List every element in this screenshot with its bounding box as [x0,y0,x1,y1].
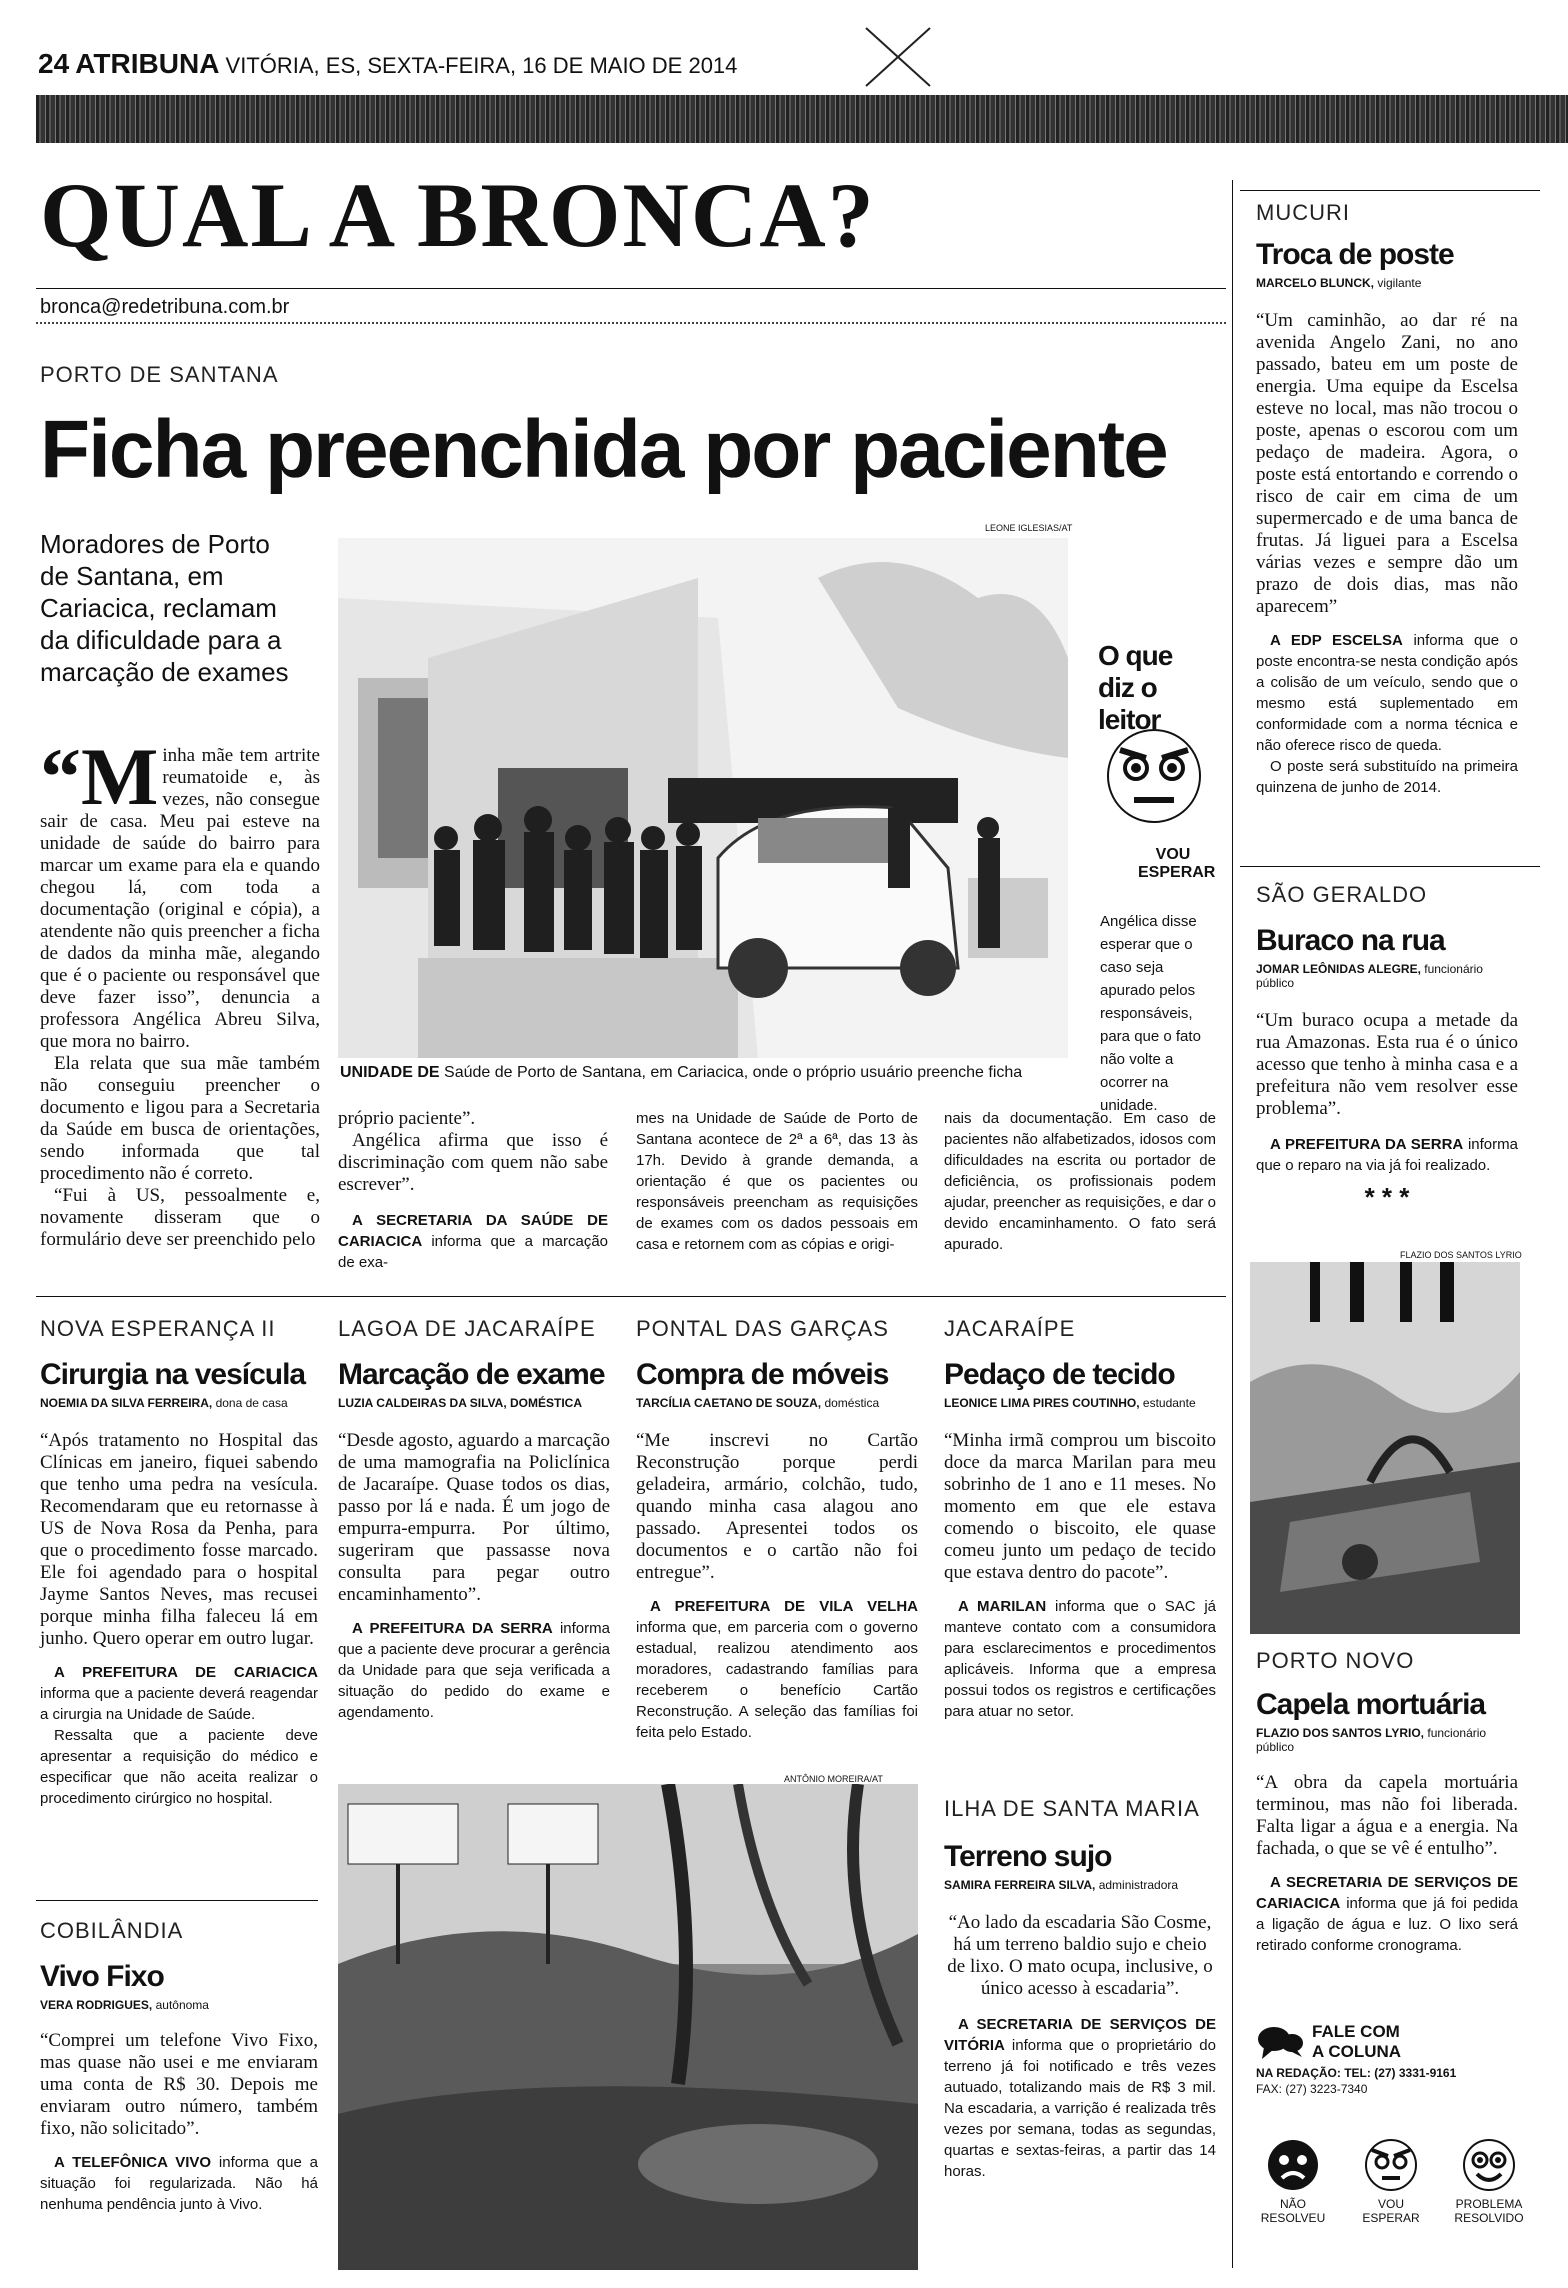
response-text: informa que o reparo na via já foi realizado. [1256,1136,1518,1174]
status-legend [1250,2138,1532,2225]
byline [1256,276,1518,290]
main-col-2 [338,1108,608,1273]
dateline: VITÓRIA, ES, SEXTA-FEIRA, 16 DE MAIO DE 2014 [225,53,738,78]
drop-cap-letter: M [81,731,159,822]
response-source: A MARILAN [958,1598,1047,1615]
byline-role: administradora [1098,1878,1179,1892]
story-text: “Me inscrevi no Cartão Reconstrução porque perdi geladeira, armário, colchão, tudo, quando minha casa alagou ano passado. Apresentei todos os documentos e o cartão não foi entregue”. [636,1430,918,1583]
response-source: A TELEFÔNICA VIVO [54,2154,212,2171]
response-source: A SECRETARIA DA SAÚDE DE CARIACICA [338,1212,608,1250]
story-jacaraipe [944,1316,1216,1722]
caption-text: Saúde de Porto de Santana, em Cariacica, onde o próprio usuário preenche ficha [444,1064,1023,1081]
story-headline: Terreno sujo [944,1840,1112,1873]
section-label: MUCURI [1256,200,1350,225]
header-banner [36,95,1568,143]
legend-label: NÃO RESOLVEU [1260,2197,1326,2225]
byline-name: SAMIRA FERREIRA SILVA, [944,1878,1096,1892]
section-label: NOVA ESPERANÇA II [40,1316,276,1341]
story-headline: Cirurgia na vesícula [40,1358,306,1391]
response [338,1618,610,1723]
byline [944,1396,1216,1410]
byline-role: dona de casa [215,1396,288,1410]
photo-credit: LEONE IGLESIAS/AT [985,523,1073,533]
lead-text: inha mãe tem artrite reumatoide e, às vezes, não consegue sair de casa. Meu pai esteve na unidade de saúde do bairro para marcar um exame para ela e quando chegou lá, com toda a documentação (original e cópia), a atendente não quis preencher a ficha de dados da minha mãe, alegando que é o paciente ou responsável que deve fazer isso”, denuncia a professora Angélica Abreu Silva, que mora no bairro. [40,745,320,1052]
section-label: ILHA DE SANTA MARIA [944,1796,1200,1821]
response: O poste será substituído na primeira quinzena de junho de 2014. [1256,758,1518,796]
response [1256,1134,1518,1176]
response-text: informa que o poste encontra-se nesta condição após a colisão de um veículo, sendo que o mesmo está suplementado em conformidade com a norma técnica e não oferece risco de queda. [1256,632,1518,754]
story-text: “Minha irmã comprou um biscoito doce da marca Marilan para meu sobrinho de 1 ano e 11 meses. No momento em que ele estava comendo o biscoito, ele quase comeu junto um pedaço de tecido que estava dentro do pacote”. [944,1430,1216,1583]
paper-name: ATRIBUNA [75,48,220,79]
rule [36,1900,318,1901]
response [40,2152,318,2215]
section-label: PONTAL DAS GARÇAS [636,1316,889,1341]
contact-fax[interactable]: FAX: (27) 3223-7340 [1256,2082,1368,2096]
rule [36,1296,1226,1297]
response-source: A SECRETARIA DE SERVIÇOS DE VITÓRIA [944,2016,1216,2054]
byline [1256,1726,1518,1754]
byline-name: JOMAR LEÔNIDAS ALEGRE, [1256,962,1421,976]
contact-title-line: A COLUNA [1312,2042,1402,2061]
story-headline: Buraco na rua [1256,924,1445,957]
response [944,2014,1216,2182]
reader-note: Angélica disse esperar que o caso seja apurado pelos responsáveis, para que o fato não volte a ocorrer na unidade. [1100,913,1201,1114]
byline [40,1396,318,1410]
response-text: informa que a paciente deverá reagendar a cirurgia na Unidade de Saúde. [40,1685,318,1723]
story-porto-novo [1256,1648,1518,1956]
story-headline: Pedaço de tecido [944,1358,1175,1391]
paragraph: próprio paciente”. [338,1108,476,1129]
main-photo [338,538,1068,1058]
response-text: informa que, em parceria com o governo estadual, realizou atendimento aos moradores, cadastrando famílias para receberem o benefício Cartão Reconstrução. A seleção das famílias foi feita pelo Estado. [636,1619,918,1741]
byline [944,1878,1216,1892]
byline-name: NOEMIA DA SILVA FERREIRA, [40,1396,213,1410]
story-text: “Ao lado da escadaria São Cosme, há um terreno baldio sujo e cheio de lixo. O mato ocupa, inclusive, o único acesso à escadaria”. [947,1912,1213,1999]
separator-stars: * * * [1364,1182,1410,1212]
story-text: “Um caminhão, ao dar ré na avenida Angelo Zani, no ano passado, bateu em um poste de energia. Uma equipe da Escelsa esteve no local, mas não trocou o poste, apenas o escorou com um pedaço de madeira. Agora, o poste está entortando e correndo o risco de cair em cima de um supermercado e de uma banca de frutas. Já liguei para a Escelsa várias vezes e sempre dão um prazo de dois dias, mas não aparecem” [1256,310,1518,617]
byline-role: DOMÉSTICA [510,1396,583,1410]
page-number: 24 [38,48,70,79]
response [1256,1872,1518,1956]
contact-title [1312,2022,1401,2062]
paragraph: Ela relata que sua mãe também não conseguiu preencher o documento e ligou para a Secretaria da Saúde em busca de orientações, sendo informada que tal procedimento não é correto. [40,1053,320,1184]
photo-credit: ANTÔNIO MOREIRA/AT [784,1774,883,1784]
rule [36,288,1226,289]
response [338,1210,608,1273]
byline [40,1998,318,2012]
column-title: QUAL A BRONCA? [40,164,876,266]
rule [36,322,1226,324]
story-ilha [944,1796,1216,2182]
main-col-1 [40,731,320,1251]
response [40,1662,318,1725]
response-text: informa que a marcação de exa- [338,1233,609,1271]
story-headline: Compra de móveis [636,1358,889,1391]
response-source: A EDP ESCELSA [1270,632,1403,649]
main-deck: Moradores de Porto de Santana, em Cariacica, reclamam da dificuldade para a marcação de exames [40,529,289,687]
byline-name: FLAZIO DOS SANTOS LYRIO, [1256,1726,1425,1740]
byline [636,1396,918,1410]
cross-mark [858,22,938,92]
response-source: A PREFEITURA DE VILA VELHA [650,1598,918,1615]
story-text: “Desde agosto, aguardo a marcação de uma mamografia na Policlínica de Jacaraípe. Quase todos os dias, passo por lá e nada. É um jogo de empurra-empurra. Por último, sugeriram que passasse nova consulta para pegar outro encaminhamento”. [338,1430,610,1605]
response-text: informa que já foi pedida a ligação de água e luz. O lixo será retirado conforme cronograma. [1256,1895,1518,1954]
lead-paragraph [40,731,320,1053]
legend-item [1446,2138,1532,2225]
story-text: “Comprei um telefone Vivo Fixo, mas quase não usei e me enviaram uma conta de R$ 30. Depois me enviaram outro número, também fixo, não solicitado”. [40,2030,318,2139]
story-text: “Após tratamento no Hospital das Clínicas em janeiro, fiquei sabendo que tenho uma pedra na vesícula. Recomendaram que eu retornasse à US de Nova Rosa da Penha, para que o procedimento fosse marcado. Ele foi agendado para o hospital Jayme Santos Neves, mas recusei porque minha filha faleceu lá em junho. Quero operar em outro lugar. [40,1430,318,1649]
section-label: JACARAÍPE [944,1316,1076,1341]
health-unit-photo [338,538,1068,1058]
legend-item [1348,2138,1434,2225]
waiting-face-icon [1364,2138,1418,2192]
chapel-site-photo [1250,1262,1520,1634]
story-headline: Vivo Fixo [40,1960,164,1993]
response-source: A PREFEITURA DA SERRA [352,1620,553,1637]
paragraph: “Fui à US, pessoalmente e, novamente disseram que o formulário deve ser preenchido pelo [40,1185,320,1250]
response-text: informa que o proprietário do terreno já foi notificado e três vezes autuado, totalizando mais de R$ 3 mil. Na escadaria, a varrição é realizada três vezes por semana, todas as segundas, quartas e sextas-feiras, a partir das 14 horas. [944,2037,1216,2180]
section-label: LAGOA DE JACARAÍPE [338,1316,596,1341]
byline [338,1396,610,1410]
story-lagoa [338,1316,610,1723]
rule [1240,866,1540,867]
main-col-3: mes na Unidade de Saúde de Porto de Santana acontece de 2ª a 6ª, das 13 às 17h. Devido à grande demanda, a orientação é que os pacientes ou responsáveis preencham as requisições de exames com os dados pessoais em casa e retornem com as cópias e origi- [636,1110,918,1253]
story-sao-geraldo [1256,882,1518,1213]
rule [1240,190,1540,191]
lot-photo [338,1784,918,2270]
drop-cap: “M [40,731,159,822]
vacant-lot-photo [338,1784,918,2270]
response-source: A SECRETARIA DE SERVIÇOS DE CARIACICA [1256,1874,1518,1912]
byline-name: VERA RODRIGUES, [40,1998,153,2012]
byline-name: LEONICE LIMA PIRES COUTINHO, [944,1396,1140,1410]
main-col-4: nais da documentação. Em caso de pacientes não alfabetizados, idosos com dificuldades na escrita ou portador de deficiência, os profissionais podem ajudar, preencher as requisições, e dar o devido encaminhamento. O fato será apurado. [944,1110,1216,1253]
photo-credit: FLAZIO DOS SANTOS LYRIO [1400,1250,1522,1260]
byline-name: LUZIA CALDEIRAS DA SILVA, [338,1396,507,1410]
response [944,1596,1216,1722]
story-cobilandia [40,1918,318,2215]
response-text: informa que a paciente deve procurar a gerência da Unidade para que seja verificada a situação do pedido do exame e agendamento. [338,1620,610,1721]
legend-label: PROBLEMA RESOLVIDO [1454,2197,1524,2225]
angry-face-icon [1266,2138,1320,2192]
legend-label: VOU ESPERAR [1362,2197,1420,2225]
story-headline: Troca de poste [1256,238,1454,271]
happy-face-icon [1462,2138,1516,2192]
byline-name: TARCÍLIA CAETANO DE SOUZA, [636,1396,822,1410]
legend-item [1250,2138,1336,2225]
page-header [38,48,737,80]
reader-status: VOU ESPERAR [1138,846,1216,881]
story-headline: Capela mortuária [1256,1688,1486,1721]
column-email[interactable]: bronca@redetribuna.com.br [40,296,290,318]
byline-role: estudante [1142,1396,1196,1410]
byline-name: MARCELO BLUNCK, [1256,276,1374,290]
column-divider [1232,180,1233,2268]
story-text: “A obra da capela mortuária terminou, mas não foi liberada. Falta ligar a água e a energia. Na fachada, o que se vê é entulho”. [1256,1772,1518,1859]
byline-role: vigilante [1377,276,1422,290]
paragraph: Angélica afirma que isso é discriminação com quem não sabe escrever”. [338,1130,608,1195]
contact-phone[interactable]: NA REDAÇÃO: TEL: (27) 3331-9161 [1256,2066,1457,2080]
byline-role: funcionário público [1256,962,1483,990]
story-nova-esperanca [40,1316,318,1809]
story-mucuri [1256,200,1518,798]
status-face-icon [1106,728,1202,824]
byline-role: doméstica [824,1396,880,1410]
response [1256,630,1518,756]
response: Ressalta que a paciente deve apresentar a requisição do médico e especificar que não aceita realizar o procedimento cirúrgico no hospital. [40,1727,318,1807]
byline [1256,962,1518,990]
story-text: “Um buraco ocupa a metade da rua Amazonas. Esta rua é o único acesso que tenho à minha casa e a prefeitura não vem resolver esse problema”. [1256,1010,1518,1119]
response-source: A PREFEITURA DA SERRA [1270,1136,1464,1153]
byline-role: autônoma [155,1998,209,2012]
byline-role: funcionário público [1256,1726,1487,1754]
response-source: A PREFEITURA DE CARIACICA [54,1664,318,1681]
story-pontal [636,1316,918,1743]
reader-box-title: O que diz o leitor [1098,640,1173,735]
contact-box [1256,2022,1518,2096]
response-text: informa que o SAC já manteve contato com a consumidora para esclarecimentos e procedimentos aplicáveis. Informa que a empresa possui todos os registros e certificações para atuar no setor. [944,1598,1217,1720]
photo-caption [340,1064,1022,1082]
section-label: PORTO NOVO [1256,1648,1415,1673]
chapel-photo [1250,1262,1520,1634]
section-label: COBILÂNDIA [40,1918,184,1943]
section-label: SÃO GERALDO [1256,882,1428,907]
section-label: PORTO DE SANTANA [40,362,279,387]
response [636,1596,918,1743]
story-headline: Marcação de exame [338,1358,605,1391]
response-text: informa que a situação foi regularizada. Não há nenhuma pendência junto à Vivo. [40,2154,318,2213]
contact-title-line: FALE COM [1312,2022,1400,2041]
speech-bubbles-icon [1256,2023,1304,2061]
main-headline: Ficha preenchida por paciente [40,404,1167,495]
caption-lead: UNIDADE DE [340,1064,440,1081]
